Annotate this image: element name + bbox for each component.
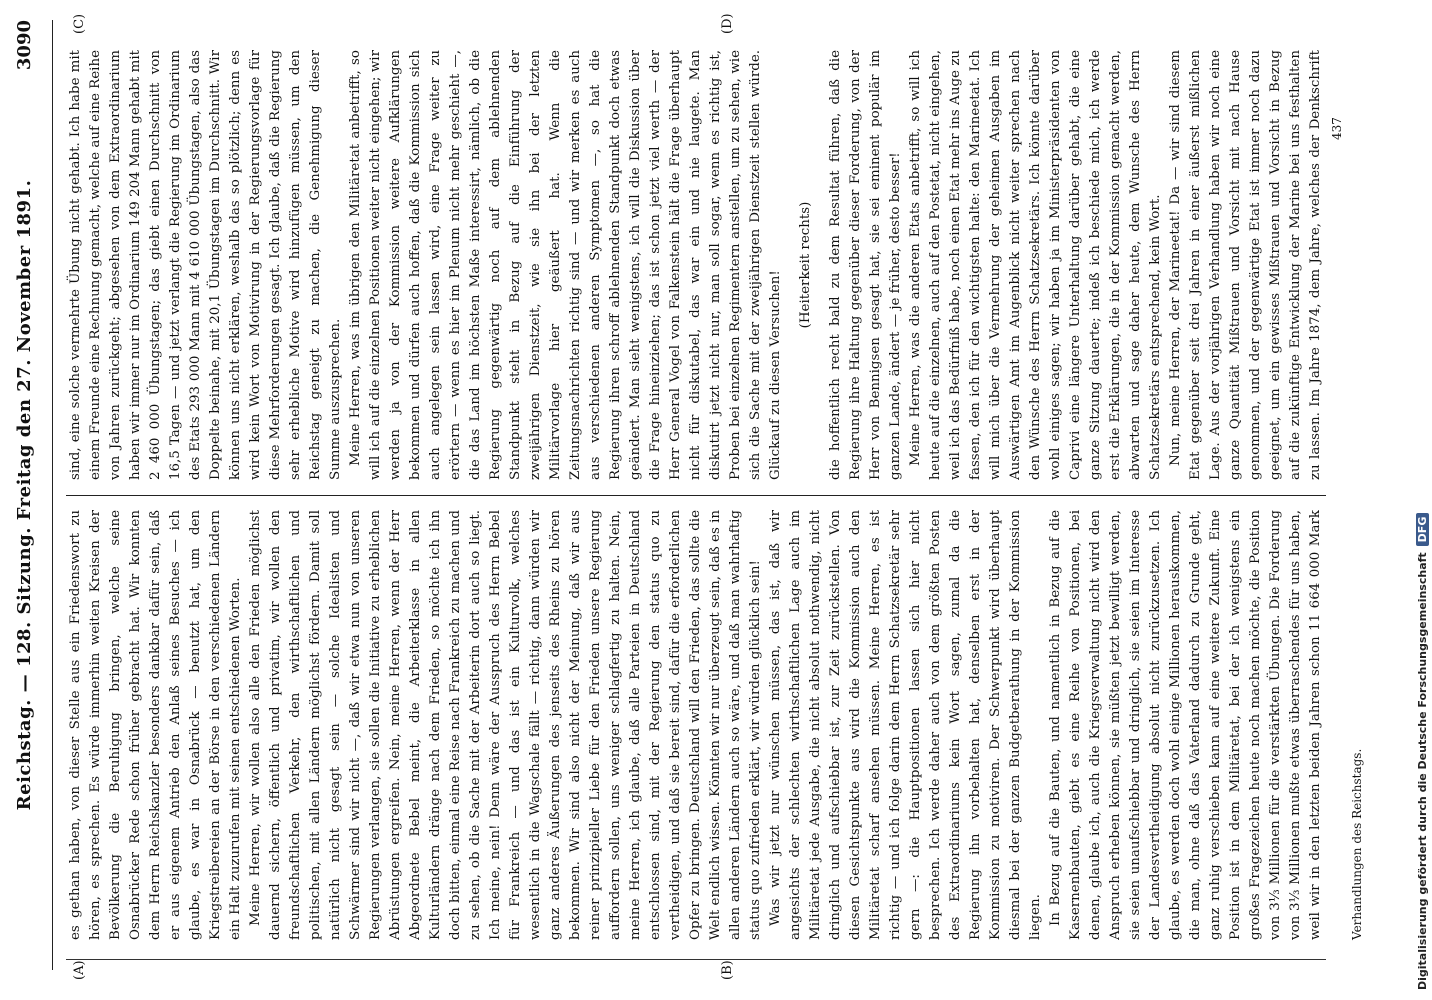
right-paragraph: sind, eine solche vermehrte Übung nicht gehabt. Ich habe mit einem Freunde eine Rechnung gemacht, welche auf eine Reihe von Jahren zurückgeht; abgesehen von dem Extraordinarium haben wir immer nur im Ordinarium 149 204 Mann gehabt mit 2 460 000 Übungstagen; das giebt einen Durchschnitt von 16,5 Tagen — und jetzt verlangt die Regierung im Ordinarium des Etats 293 000 Mann mit 4 610 000 Übungstagen, also das Doppelte beinahe, mit 20,1 Übungstagen im Durchschnitt. Wir können uns nicht erklären, weshalb das so plötzlich; denn es wird kein Wort von Motivirung in der Regierungsvorlage für diese Mehrforderungen gesagt. Ich glaube, daß die Regierung sehr erhebliche Motive wird hinzufügen müssen, um den Reichstag geneigt zu machen, die Genehmigung dieser Summe auszusprechen.: [68, 50, 343, 480]
left-paragraph: In Bezug auf die Bauten, und namentlich in Bezug auf die Kasernenbauten, giebt es eine Reihe von Positionen, bei denen, glaube ich, auch die Kriegsverwaltung nicht wird den Anspruch erheben können, sie müßten jetzt bewilligt werden, sie seien unaufschiebbar und dringlich, sie seien im Interesse der Landesvertheidigung absolut nicht zurückzusetzen. Ich glaube, es werden doch wohl einige Millionen herauskommen, die man, ohne daß das Vaterland dadurch zu Grunde geht, ganz ruhig verschieben kann auf eine weitere Zukunft. Eine Position ist in dem Militäretat, bei der ich wenigstens ein großes Fragezeichen heute noch machen möchte, die Position von 3⅓ Millionen für die verstärkten Übungen. Die Forderung von 3⅓ Millionen mußte etwas überraschendes für uns haben, weil wir in den letzten beiden Jahren schon 11 664 000 Mark: [1048, 510, 1323, 940]
margin-marker-d: (D): [720, 13, 735, 34]
right-paragraph: Nun, meine Herren, der Marineetat! Da — wir sind diesem Etat gegenüber seit drei Jahren in einer äußerst mißlichen Lage. Aus der vorjährigen Verhandlung haben wir noch eine ganze Quantität Mißtrauen und Vorsicht mit nach Hause genommen, und der gegenwärtige Etat ist immer noch dazu geeignet, um ein gewisses Mißtrauen und Vorsicht in Bezug auf die zukünftige Entwicklung der Marine bei uns festhalten zu lassen. Im Jahre 1874, dem Jahre, welches der Denkschrift: [1168, 50, 1323, 480]
right-paragraph: Meine Herren, was im übrigen den Militäretat anbetrifft, so will ich auf die einzelnen Positionen weiter nicht eingehen; wir werden ja von der Kommission weitere Aufklärungen bekommen und dürfen auch hoffen, daß die Kommission sich auch angelegen sein lassen wird, eine Frage weiter zu erörtern — wenn es hier im Plenum nicht mehr geschieht —, die das Land im höchsten Maße interessirt, nämlich, ob die Regierung gegenwärtig noch auf dem ablehnenden Standpunkt steht in Bezug auf die Einführung der zweijährigen Dienstzeit, wie sie ihn bei der letzten Militärvorlage hier geäußert hat. Wenn die Zeitungsnachrichten richtig sind — und wir merken es auch aus verschiedenen anderen Symptomen —, so hat die Regierung ihren schroff ablehnenden Standpunkt doch etwas geändert. Man sieht wenigstens, ich will die Diskussion über die Frage hineinziehen; das ist schon jetzt viel werth — der Herr General Vogel von Falkenstein hält die Frage überhaupt nicht für diskutabel, das war ein und nie laugete. Man diskutirt jetzt nicht nur, man soll sogar, wenn es richtig ist, Proben bei einzelnen Regimentern anstellen, um zu sehen, wie sich die Sache mit der zweijährigen Dienstzeit stellen würde. Glückauf zu diesen Versuchen!: [348, 50, 783, 480]
left-paragraph: Meine Herren, wir wollen also alle den Frieden möglichst dauernd sichern, öffentlich und privatim, wir wollen den freundschaftlichen Verkehr, den wirthschaftlichen und politischen, mit allen Ländern möglichst fördern. Damit soll natürlich nicht gesagt sein — solche Idealisten und Schwärmer sind wir nicht —, daß wir etwa nun von unseren Regierungen verlangen, sie sollen die Initiative zu erheblichen Abrüstungen ergreifen. Nein, meine Herren, wenn der Herr Abgeordnete Bebel meint, die Arbeiterklasse in allen Kulturländern dränge nach dem Frieden, so möchte ich ihn doch bitten, einmal eine Reise nach Frankreich zu machen und zu sehen, ob die Sache mit der Arbeiterin dort auch so liegt. Ich meine, nein! Denn wäre der Ausspruch des Herrn Bebel für Frankreich — und das ist ein Kulturvolk, welches wesentlich in die Wagschale fällt — richtig, dann würden wir ganz anderes Äußerungen des jenseits des Rheins zu hören bekommen. Wir sind also nicht der Meinung, daß wir aus reiner prinzipieller Liebe für den Frieden unsere Regierung auffordern sollen, uns weniger schlagfertig zu halten. Nein, meine Herren, ich glaube, daß alle Parteien in Deutschland entschlossen sind, mit der Regierung den status quo zu vertheidigen, und daß sie bereit sind, dafür die erforderlichen Opfer zu bringen. Deutschland will den Frieden, das sollte die Welt endlich wissen. Könnten wir nur überzeugt sein, daß es in allen anderen Ländern auch so wäre, und daß man wahrhaftig status quo zufrieden erklärt, wir würden glücklich sein!: [248, 510, 763, 940]
interjection: (Heiterkeit rechts): [798, 201, 813, 329]
digitization-text: Digitalisierung gefördert durch die Deutsche Forschungsgemeinschaft: [1416, 552, 1429, 990]
running-head: Reichstag. — 128. Sitzung. Freitag den 27. November 1891.: [14, 179, 35, 811]
column-divider: [66, 495, 1326, 496]
margin-rule: [66, 959, 1326, 960]
left-paragraph: es gethan haben, von dieser Stelle aus ein Friedenswort zu hören, es sprechen. Es würde immerhin weiten Kreisen der Bevölkerung die Beruhigung bringen, welche seine Osnabrücker Rede schon früher gebracht hat. Wir konnten dem Herrn Reichskanzler besonders dankbar dafür sein, daß er aus eigenem Antrieb den Anlaß seines Besuches — ich glaube, es war in Osnabrück — benutzt hat, um den Kriegstreibereien an der Börse in den verschiedenen Ländern ein Halt zuzurufen mit seinen entschiedenen Worten.: [68, 510, 243, 940]
page-number: 3090: [14, 20, 35, 71]
margin-marker-a: (A): [72, 960, 87, 980]
digitization-credit: [1416, 513, 1429, 990]
header-rule: [52, 20, 53, 970]
sheet-number: 437: [1330, 117, 1344, 140]
right-paragraph: die hoffentlich recht bald zu dem Resultat führen, daß die Regierung ihre Haltung gegenüber dieser Forderung, von der Herr von Bennigsen gesagt hat, sie sei eminent populär im ganzen Lande, ändert — je früher, desto besser!: [828, 50, 903, 480]
right-column: [66, 50, 1326, 480]
page-header: [14, 20, 54, 970]
footer-note: Verhandlungen des Reichstags.: [1350, 748, 1364, 940]
margin-marker-c: (C): [72, 13, 87, 34]
dfg-logo: DFG: [1416, 513, 1429, 547]
left-paragraph: Was wir jetzt nur wünschen müssen, das ist, daß wir angesichts der schlechten wirthschaftlichen Lage auch im Militäretat jede Ausgabe, die nicht absolut nothwendig, nicht dringlich und aufschiebbar ist, zur Zeit zurückstellen. Von diesen Gesichtspunkte aus wird die Kommission auch den Militäretat scharf ansehen müssen. Meine Herren, es ist richtig — und ich folge darin dem Herrn Schatzsekretär sehr gern —: die Hauptpositionen lassen sich hier nicht besprechen. Ich werde daher auch von dem größten Posten des Extraordinariums kein Wort sagen, zumal da die Regierung ihn vorbehalten hat, denselben erst in der Kommission zu motiviren. Der Schwerpunkt wird überhaupt diesmal bei der ganzen Budgetberathung in der Kommission liegen.: [768, 510, 1043, 940]
margin-marker-b: (B): [720, 960, 735, 980]
right-paragraph: Meine Herren, was die anderen Etats anbetrifft, so will ich heute auf die einzelnen, auch auf den Postetat, nicht eingehen, weil ich das Bedürfniß habe, noch einen Etat mehr ins Auge zu fassen, den ich für den wichtigsten halte: den Marineetat. Ich will mich über die Vermehrung der geheimen Ausgaben im Auswärtigen Amt im Augenblick nicht weiter sprechen nach den Wünsche des Herrn Schatzsekretärs. Ich könnte darüber wohl einiges sagen; wir haben ja im Ministerpräsidenten von Caprivi eine längere Unterhaltung darüber gehabt, die eine ganze Sitzung dauerte; indeß ich beschiede mich, ich werde erst die Erklärungen, die in der Kommission gemacht werden, abwarten und sage daher heute, dem Wunsche des Herrn Schatzsekretärs entsprechend, kein Wort.: [908, 50, 1163, 480]
left-column: [66, 510, 1326, 940]
